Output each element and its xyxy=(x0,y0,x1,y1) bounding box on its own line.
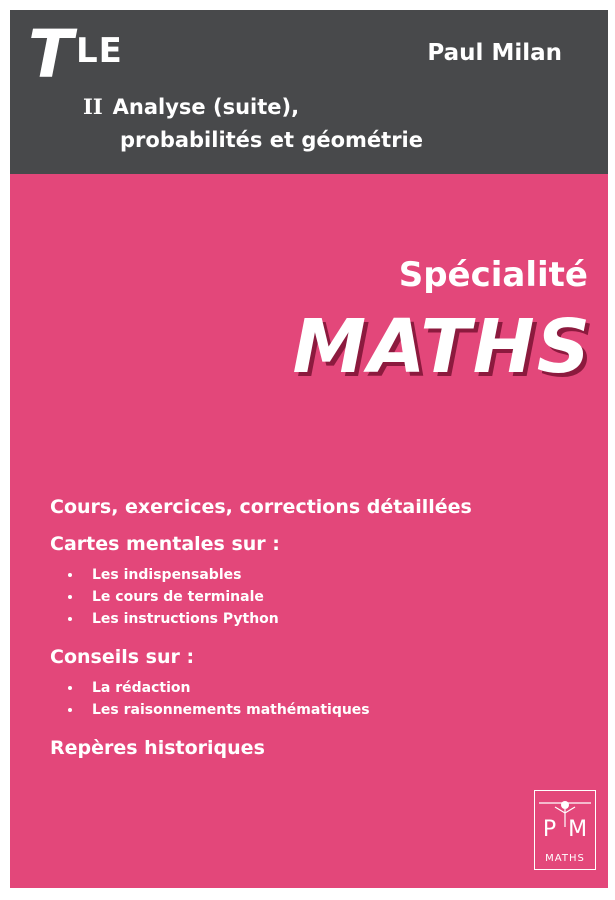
list-item: Les raisonnements mathématiques xyxy=(64,699,590,721)
publisher-logo xyxy=(534,790,596,870)
feature-cartes-heading: Cartes mentales sur : xyxy=(50,533,280,555)
author-name: Paul Milan xyxy=(427,40,562,66)
grade-level-t: T xyxy=(28,16,74,93)
logo-letter-m: M xyxy=(568,817,588,842)
logo-word: MATHS xyxy=(545,853,585,864)
subtitle-text-line2: probabilités et géométrie xyxy=(120,128,423,152)
list-item: Les instructions Python xyxy=(64,608,590,630)
list-item: Les indispensables xyxy=(64,564,590,586)
feature-reperes: Repères historiques xyxy=(50,737,265,759)
logo-letter-p: P xyxy=(542,817,557,842)
maths-title: MATHS xyxy=(292,304,592,390)
feature-courses: Cours, exercices, corrections détaillées xyxy=(50,496,472,518)
volume-subtitle-line1 xyxy=(83,96,299,118)
cartes-list xyxy=(50,564,590,630)
feature-conseils-heading: Conseils sur : xyxy=(50,646,195,668)
header-band xyxy=(10,10,608,174)
features-list xyxy=(50,498,590,758)
list-item: Le cours de terminale xyxy=(64,586,590,608)
list-item: La rédaction xyxy=(64,677,590,699)
grade-level-le: LE xyxy=(76,31,123,71)
logo-letters xyxy=(535,819,595,841)
subtitle-text-line1: Analyse (suite), xyxy=(112,95,300,119)
specialite-title: Spécialité xyxy=(398,255,588,295)
conseils-list xyxy=(50,677,590,721)
book-cover xyxy=(10,10,608,888)
volume-number: II xyxy=(83,94,103,119)
